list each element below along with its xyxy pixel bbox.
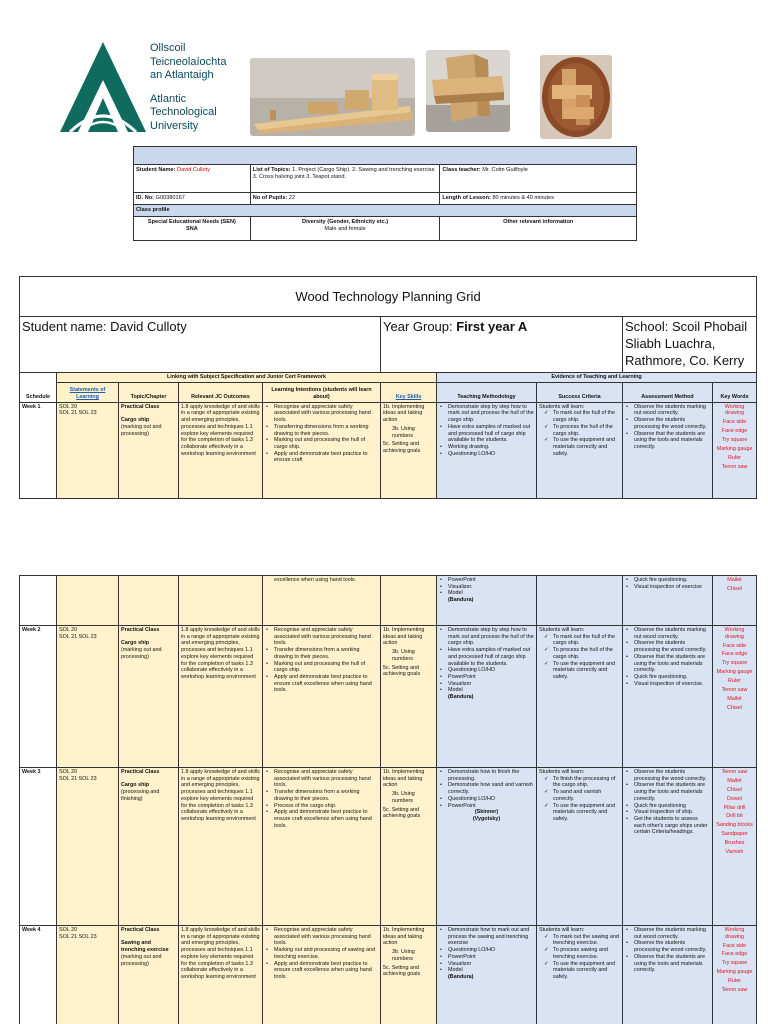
student-name-cell: Student Name: David Culloty: [134, 165, 251, 193]
cargo-ship-photo: [250, 58, 415, 136]
diversity-cell: Diversity (Gender, Ethnicity etc.) Male and female: [250, 217, 440, 241]
week-label: Week 3: [22, 769, 41, 775]
grid-school: School: Scoil Phobail Sliabh Luachra, Rathmore, Co. Kerry: [623, 317, 757, 373]
col-assessment: Assessment Method: [623, 382, 713, 402]
student-info-table: [133, 146, 637, 241]
table-row: Week 1 SOL 20 SOL 21 SOL 23 Practical Class Cargo ship (marking out and processing) 1.8 apply knowledge of and skills in a range of appropriate existing and emerging principles, processes and techniques 1.1 explore key elements required for the completion of tasks 1.3 collaborate effectively in a workshop learning environment • Recognise and appreciate safety associated with various processing hand tools. • Transferring dimensions from a working drawing to their pieces. • Marking out and processing the hull of cargo ship. • Apply and demonstrate best practice to ensure craft 1b. Implementing ideas and taking action 3b. Using numbers 5c. Setting and achieving goals • Demonstrate step by step how to mark out and process the hull of the cargo ship. • Have extra samples of marked out and processed hull of cargo ship available to the students. • Working drawing. • Questioning LO/HO Students will learn: ✓ To mark out the hull of the cargo ship. ✓ To process the hull of the cargo ship. ✓ To use the equipment and materials correctly and safely. • Observe the students marking out wood correctly. • Observe the students processing the wood correctly. • Observe that the students are using the tools and materials correctly. Working drawing Face side Face edge Try square Marking gauge Ruler Tenon saw: [20, 402, 757, 498]
grid-title: Wood Technology Planning Grid: [20, 277, 757, 317]
col-success: Success Criteria: [537, 382, 623, 402]
university-line: Technological: [150, 106, 217, 118]
table-row: Week 3 SOL 20 SOL 21 SOL 23 Practical Class Cargo ship (processing and finishing) 1.8 apply knowledge of and skills in a range of appropriate existing and emerging principles, processes and techniques 1.1 explore key elements required for the completion of tasks 1.3 collaborate effectively in a workshop learning environment • Recognise and appreciate safety associated with various processing hand tools. • Transfer dimensions from a working drawing to their pieces. • Process of the cargo ship. • Apply and demonstrate best practice to ensure craft excellence when using hand tools. 1b. Implementing ideas and taking action 3b. Using numbers 5c. Setting and achieving goals • Demonstrate how to finish the processing. • Demonstrate how sand and varnish correctly. • Questioning LO/HO • PowerPoint (Skinner) (Vygotsky) Students will learn: ✓ To finish the processing of the cargo ship. ✓ To sand and varnish correctly. ✓ To use the equipment and materials correctly and safely. • Observe the students processing the wood correctly. • Observe that the students are using the tools and materials correctly. • Quick fire questioning • Visual inspection of ship. • Get the students to assess each other's cargo ships under certain Criteria/headings. Tenon saw Mallet Chisel Dowel Pillar drill Drill bit Sanding blocks Sandpaper Brushes Varnish: [20, 768, 757, 926]
info-header-bar: [134, 147, 637, 165]
group-linking: Linking with Subject Specification and Junior Cert Framework: [57, 373, 437, 383]
table-row: Week 4 SOL 20 SOL 21 SOL 23 Practical Class Sawing and trenching exercise (marking out and processing) 1.8 apply knowledge of and skills in a range of appropriate existing and emerging principles, processes and techniques 1.1 explore key elements required for the completion of tasks 1.3 collaborate effectively in a workshop learning environment • Recognise and appreciate safety associated with various processing hand tools. • Marking out and processing of sawing and trenching exercise. • Apply and demonstrate best practice to ensure craft excellence when using hand tools. 1b. Implementing ideas and taking action 3b. Using numbers 5c. Setting and achieving goals • Demonstrate how to mark out and process the sawing and trenching exercise • Questioning LO/HO • PowerPoint • Visualizer • Model (Bandura) Students will learn: ✓ To mark out the sawing and trenching exercise. ✓ To process sawing and trenching exercise. ✓ To use the equipment and materials correctly and safely. • Observe the students marking out wood correctly. • Observe the students processing the wood correctly. • Observe that the students are using the tools and materials correctly. Working drawing Face side Face edge Try square Marking gauge Ruler Tenon saw: [20, 926, 757, 1024]
student-name-value: David Culloty: [177, 167, 211, 173]
topics-cell: List of Topics: 1. Project (Cargo Ship). 2. Sawing and trenching exercise 3. Cross halving joint 3. Teapot stand.: [250, 165, 440, 193]
week-label: Week 1: [22, 403, 41, 410]
table-row: excellence when using hand tools. • PowerPoint • Visualizer. • Model (Bandura) • Quick fire questioning. • Visual inspection of exercise Mallet Chisel: [20, 576, 757, 626]
length-cell: Length of Lesson: 80 minutes & 40 minutes: [440, 193, 637, 205]
col-statements: Statements of Learning: [57, 382, 119, 402]
pupils-cell: No of Pupils: 22: [250, 193, 440, 205]
grid-student-name: Student name: David Culloty: [20, 317, 381, 373]
group-evidence: Evidence of Teaching and Learning: [437, 373, 757, 383]
id-cell: ID. No: G00380167: [134, 193, 251, 205]
university-line: Atlantic: [150, 92, 187, 105]
col-key-skills: Key Skills: [381, 382, 437, 402]
university-line: an Atlantaigh: [150, 69, 214, 81]
class-teacher-cell: Class teacher: Mr. Colm Guilfoyle: [440, 165, 637, 193]
planning-grid-continued: [19, 575, 757, 1024]
university-name: [150, 42, 226, 133]
other-info-cell: Other relevant information: [440, 217, 637, 241]
cross-halving-joint-photo: [426, 50, 510, 132]
col-methodology: Teaching Methodology: [437, 382, 537, 402]
week-label: Week 4: [22, 927, 41, 933]
col-intentions: Learning Intentions (students will learn about): [263, 382, 381, 402]
sen-cell: Special Educational Needs (SEN) SNA: [134, 217, 251, 241]
col-outcomes: Relevant JC Outcomes: [179, 382, 263, 402]
atu-logo-icon: [58, 40, 148, 132]
col-keywords: Key Words: [713, 382, 757, 402]
teapot-stand-photo: [540, 55, 612, 139]
col-schedule: Schedule: [20, 382, 57, 402]
col-topic: Topic/Chapter: [119, 382, 179, 402]
class-profile-bar: Class profile: [134, 205, 637, 217]
table-row: Week 2 SOL 20 SOL 21 SOL 23 Practical Class Cargo ship (marking out and processing) 1.8 apply knowledge of and skills in a range of appropriate existing and emerging principles, processes and techniques 1.1 explore key elements required for the completion of tasks 1.3 collaborate effectively in a workshop learning environment • Recognise and appreciate safety associated with various processing hand tools. • Transfer dimensions from a working drawing to their pieces. • Marking out and processing the hull of cargo ship. • Apply and demonstrate best practice to ensure craft excellence when using hand tools. 1b. Implementing ideas and taking action 3b. Using numbers 5c. Setting and achieving goals • Demonstrate step by step how to mark out and process the hull of the cargo ship. • Have extra samples of marked out and processed hull of cargo ship available to the students. • Questioning LO/HO • PowerPoint • Visualizer • Model (Bandura) Students will learn: ✓ To mark out the hull of the cargo ship. ✓ To process the hull of the cargo ship. ✓ To use the equipment and materials correctly and safely. • Observe the students marking out wood correctly. • Observe the students processing the wood correctly. • Observe that the students are using the tools and materials correctly. • Quick fire questioning. • Visual inspection of exercise. Working drawing Face side Face edge Try square Marking gauge Ruler Tenon saw Mallet Chisel: [20, 626, 757, 768]
university-line: University: [150, 119, 199, 132]
planning-grid: [19, 276, 757, 499]
grid-year-group: Year Group: First year A: [381, 317, 623, 373]
week-label: Week 2: [22, 627, 41, 633]
university-line: Teicneolaíochta: [150, 55, 227, 68]
university-line: Ollscoil: [150, 42, 186, 54]
